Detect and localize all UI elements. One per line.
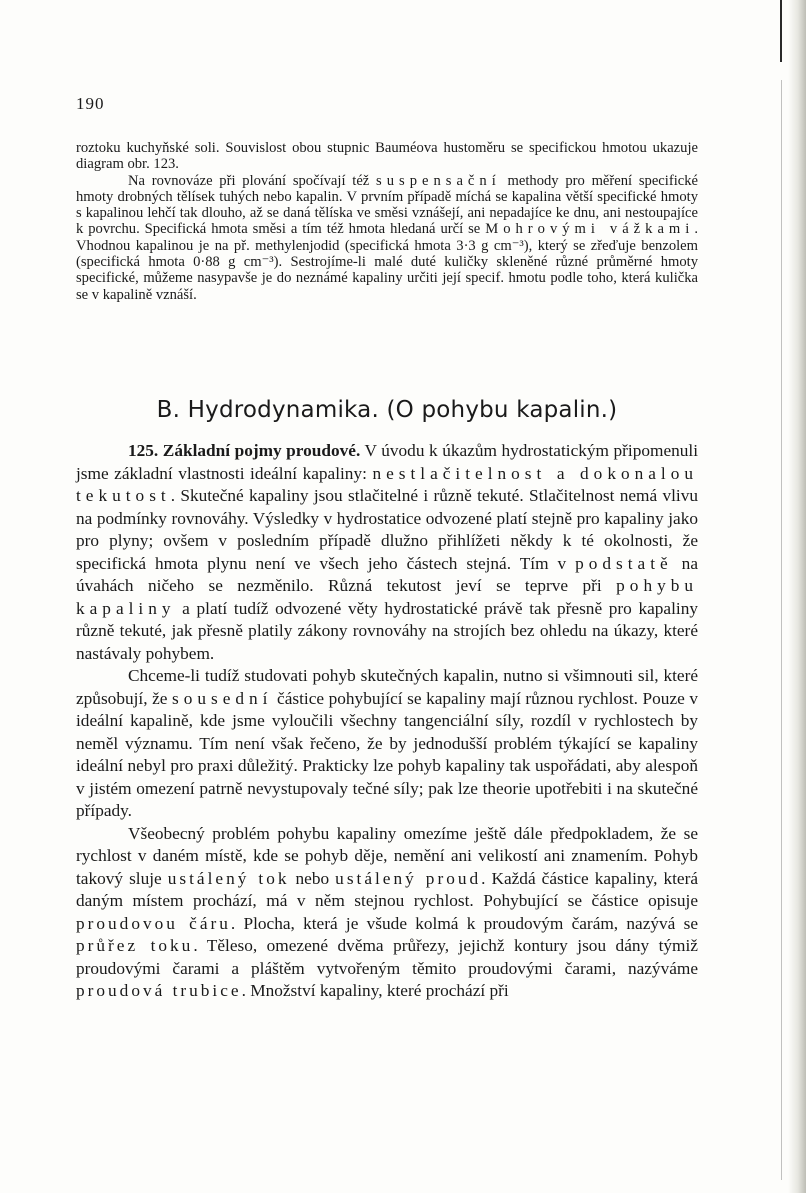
paragraph-3: Všeobecný problém pohybu kapaliny omezíme ještě dále předpokladem, že se rychlost v daném místě, kde se pohyb děje, nemění ani velikostí ani znamením. Pohyb takový sluje ustálený tok nebo ustálený proud. Každá částice kapaliny, která daným místem prochází, má v něm stejnou rychlost. Pohybující se částice opisuje proudovou čáru. Plocha, která je všude kolmá k proudovým čarám, nazývá se průřez toku. Těleso, omezené dvěma průřezy, jejichž kontury jsou dány týmiž proudovými čarami a pláštěm vytvořeným těmito proudovými čarami, nazýváme proudová trubice. Množství kapaliny, které prochází při [76,823,698,1000]
intro-paragraph-2: Na rovnováze při plování spočívají též suspensační methody pro měření specifické hmoty drobných tělísek tuhých nebo kapalin. V prvním případě míchá se kapalina větší specifické hmoty s kapalinou lehčí tak dlouho, až se daná tělíska ve směsi vznášejí, ani nepadajíce ke dnu, ani nestoupajíce k povrchu. Specifická hmota směsi a tím též hmota hledaná určí se Mohrovými vážkami. Vhodnou kapalinou je na př. methylenjodid (specifická hmota 3·3 g cm⁻³), který se zřeďuje benzolem (specifická hmota 0·88 g cm⁻³). Sestrojíme-li malé duté kuličky skleněné různé průměrné hmoty specifické, můžeme nasypavše je do neznámé kapaliny určiti její specif. hmotu podle toho, která kulička se v kapalině vznáší. [76,172,698,303]
page-edge-mark [780,0,782,62]
spaced-term: proudová trubice [76,981,242,1000]
spaced-term: suspensační [376,172,501,189]
spaced-term: pohybu kapaliny [76,576,698,618]
spaced-term: sousední [172,688,273,708]
subsection-heading: 125. Základní pojmy proudové. [128,441,361,460]
main-text [76,440,698,1003]
paragraph-1: 125. Základní pojmy proudové. V úvodu k úkazům hydrostatickým připomenuli jsme základní vlastnosti ideální kapaliny: nestlačitelnost a dokonalou tekutost. Skutečné kapaliny jsou stlačitelné i různě tekuté. Stlačitelnost nemá vlivu na podmínky rovnováhy. Výsledky v hydrostatice odvozené platí stejně pro kapaliny jako pro plyny; ovšem v posledním případě dlužno přihlížeti někdy k té okolnosti, že specifická hmota plynu není ve všech jeho částech stejná. Tím v podstatě na úvahách ničeho se nezměnilo. Různá tekutost jeví se teprve při pohybu kapaliny a platí tudíž odvozené věty hydrostatické právě tak přesně pro kapaliny různě tekuté, jak přesně platily zákony rovnováhy na strojích bez ohledu na úkazy, které nastávaly pohybem. [76,441,699,663]
page-number: 190 [76,94,105,113]
spaced-term: průřez toku [76,936,194,955]
spaced-term: proudovou čáru [76,913,231,933]
paragraph-2: Chceme-li tudíž studovati pohyb skutečných kapalin, nutno si všimnouti sil, které způsobují, že sousední částice pohybující se kapaliny mají různou rychlost. Pouze v ideální kapalině, kde jsme vyloučili všechny tangenciální síly, rozdíl v rychlostech by neměl významu. Tím není však řečeno, že by jednodušší problém týkající se kapaliny ideální nebyl pro praxi důležitý. Prakticky lze pohyb kapaliny tak uspořádati, aby alespoň v jistém omezení patrně nevystupovaly tečné síly; pak lze theorie upotřebiti i na skutečné případy. [76,666,698,820]
spaced-term: Mohrovými vážkami [485,221,695,238]
intro-paragraph-1: roztoku kuchyňské soli. Souvislost obou stupnic Bauméova hustoměru se specifickou hmotou ukazuje diagram obr. 123. [76,140,698,173]
spaced-term: nestlačitelnost a dokonalou tekutost [76,463,698,505]
spaced-term: ustálený proud [335,868,482,888]
spaced-term: podstatě [575,553,673,573]
intro-text [76,140,698,303]
section-title: B. Hydrodynamika. (O pohybu kapalin.) [156,397,618,423]
spaced-term: ustálený tok [167,868,290,888]
page-edge-line [781,80,782,1180]
page-edge-shadow [788,0,806,1193]
